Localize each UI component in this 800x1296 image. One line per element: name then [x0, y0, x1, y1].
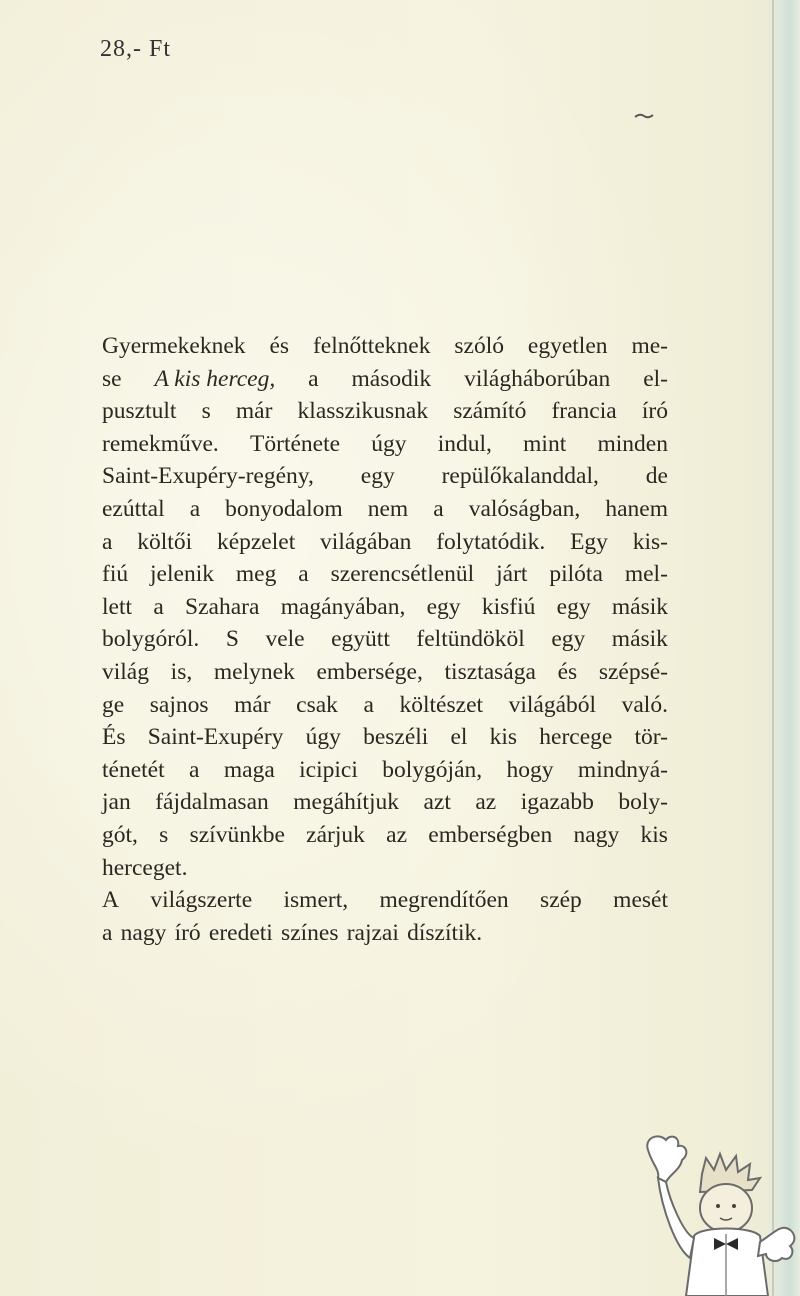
price-label: 28,- Ft [100, 36, 172, 62]
blurb-word: a [189, 495, 201, 522]
blurb-word: kisfiú [481, 593, 536, 620]
blurb-word: a [308, 365, 319, 392]
blurb-line [102, 395, 668, 428]
blurb-line [102, 852, 668, 885]
blurb-word: és [557, 658, 578, 685]
blurb-word: pusztult [102, 398, 177, 425]
blurb-line [102, 786, 668, 819]
blurb-word: szívünkbe [189, 821, 285, 848]
blurb-word: meg [235, 561, 277, 588]
blurb-word: is, [170, 658, 193, 685]
blurb-word: folytatódik. [436, 528, 546, 555]
blurb-word: se [102, 365, 122, 392]
blurb-word: a [102, 919, 113, 946]
blurb-word: herceget. [102, 854, 188, 881]
blurb-word: mesét [613, 887, 668, 914]
blurb-word: az [386, 821, 408, 848]
blurb-word: fájdalmasan [155, 789, 269, 816]
blurb-word: másik [611, 626, 668, 653]
blurb-word: egy [360, 463, 395, 490]
blurb-line [102, 591, 668, 624]
blurb-word: világ [102, 658, 149, 685]
blurb-word: mel- [624, 561, 668, 588]
blurb-word: azt [423, 789, 451, 816]
blurb-word: Története [250, 430, 341, 457]
blurb-word: és [269, 333, 290, 359]
blurb-line [102, 493, 668, 526]
blurb-word: de [645, 463, 668, 490]
blurb-word: bolygóján, [382, 756, 483, 783]
blurb-line [102, 721, 668, 754]
blurb-word: nagy [120, 919, 167, 946]
blurb-word: járt [496, 561, 528, 588]
blurb-word: világában [320, 528, 412, 555]
blurb-word: melynek [213, 658, 295, 685]
blurb-word: a [153, 593, 164, 620]
blurb-word: nem [367, 495, 409, 522]
blurb-line [102, 689, 668, 722]
blurb-word: a [298, 561, 309, 588]
blurb-word: klasszikusnak [297, 398, 429, 425]
blurb-word: maga [223, 756, 275, 783]
blurb-word: zárjuk [306, 821, 365, 848]
blurb-word: És [102, 724, 126, 751]
blurb-line [102, 363, 668, 396]
blurb-word: másik [611, 593, 668, 620]
blurb-word: kis- [632, 528, 668, 555]
blurb-word: embersége, [316, 658, 423, 685]
blurb-word: a [363, 691, 374, 718]
blurb-word: rajzai [346, 919, 399, 946]
blurb-word: együtt [331, 626, 390, 653]
blurb-word: valóságban, [468, 495, 581, 522]
blurb-word: s [159, 821, 169, 848]
blurb-word: el [450, 724, 468, 751]
blurb-word: a [189, 756, 200, 783]
blurb-word: indul, [437, 430, 492, 457]
blurb-word: vele [265, 626, 305, 653]
blurb-word: megáhítjuk [293, 789, 399, 816]
spine-crease [772, 0, 774, 1296]
blurb-word: képzelet [216, 528, 296, 555]
little-prince-illustration-icon [640, 1130, 800, 1296]
blurb-word: díszítik. [407, 919, 483, 946]
blurb-word: a [102, 528, 113, 555]
blurb-word: számító [453, 398, 527, 425]
blurb-word: tisztasága [444, 658, 536, 685]
blurb-word: tör- [634, 724, 668, 751]
blurb-word: egy [556, 593, 591, 620]
blurb-line [102, 558, 668, 591]
blurb-word: francia [551, 398, 617, 425]
blurb-word: a [433, 495, 444, 522]
blurb-word: megrendítően [379, 887, 509, 914]
blurb-word: S [225, 626, 239, 653]
blurb-word: s [201, 398, 211, 425]
blurb-line [102, 884, 668, 917]
blurb-word: mint [523, 430, 567, 457]
blurb-word: sajnos [149, 691, 209, 718]
ink-smudge-icon [634, 112, 654, 120]
blurb-word: ge [102, 691, 125, 718]
blurb-line [102, 623, 668, 656]
blurb-word: repülőkalanddal, [441, 463, 599, 490]
blurb-word: emberségben [428, 821, 553, 848]
blurb-word: való. [621, 691, 668, 718]
blurb-word: minden [597, 430, 668, 457]
blurb-word: Egy [570, 528, 608, 555]
blurb-word: úgy [305, 724, 341, 751]
blurb-word: fiú [102, 561, 129, 588]
blurb-word: pilóta [549, 561, 603, 588]
blurb-line [102, 460, 668, 493]
blurb-word: már [235, 398, 273, 425]
blurb-word: felnőtteknek [312, 333, 431, 359]
blurb-word: második [351, 365, 432, 392]
blurb-word: az [475, 789, 497, 816]
blurb-word: egy [426, 593, 461, 620]
blurb-line [102, 819, 668, 852]
blurb-word: remekműve. [102, 430, 219, 457]
blurb-word: eredeti [208, 919, 273, 946]
blurb-line [102, 526, 668, 559]
blurb-word: hogy [506, 756, 554, 783]
blurb-word: mindnyá- [577, 756, 668, 783]
blurb-word: már [234, 691, 271, 718]
blurb-word: csak [296, 691, 338, 718]
blurb-word: ezúttal [102, 495, 165, 522]
blurb-word: szóló [454, 333, 504, 359]
blurb-line [102, 330, 668, 363]
blurb-word: író [641, 398, 668, 425]
blurb-word: világából [508, 691, 597, 718]
blurb-word: úgy [371, 430, 407, 457]
blurb-word: világszerte [150, 887, 253, 914]
blurb-word: kis [640, 821, 668, 848]
blurb-word: kis [489, 724, 518, 751]
blurb-word: színes [281, 919, 339, 946]
blurb-line [102, 428, 668, 461]
blurb-word: jan [102, 789, 131, 816]
blurb-word: egy [551, 626, 586, 653]
blurb-word: költészet [399, 691, 484, 718]
blurb-word: jelenik [150, 561, 214, 588]
blurb-word: boly- [618, 789, 668, 816]
blurb-word: igazabb [520, 789, 594, 816]
blurb-line [102, 754, 668, 787]
blurb-word: világháborúban [464, 365, 611, 392]
blurb-word: szép [540, 887, 582, 914]
blurb-word: Gyermekeknek [102, 333, 246, 359]
blurb-word: bolygóról. [102, 626, 200, 653]
blurb-word: egyetlen [527, 333, 608, 359]
blurb-word: ismert, [283, 887, 349, 914]
blurb-word: nagy [573, 821, 620, 848]
blurb-word: hanem [605, 495, 668, 522]
blurb-word: költői [137, 528, 193, 555]
blurb-word: szerencsétlenül [330, 561, 475, 588]
blurb-word: hercege [539, 724, 613, 751]
blurb-word: gót, [102, 821, 138, 848]
blurb-word: me- [631, 333, 668, 359]
blurb-word: író [174, 919, 201, 946]
blurb-line [102, 917, 668, 950]
blurb-word: el- [643, 365, 668, 392]
blurb-word: ténetét [102, 756, 165, 783]
blurb-word: Szahara [185, 593, 260, 620]
blurb-word: icipici [299, 756, 358, 783]
blurb-word: lett [102, 593, 133, 620]
blurb-word: A kis herceg, [154, 365, 276, 392]
blurb-word: szépsé- [598, 658, 668, 685]
blurb-word: A [102, 887, 119, 914]
blurb-line [102, 656, 668, 689]
blurb-text [102, 330, 668, 949]
blurb-word: Saint-Exupéry [147, 724, 284, 751]
blurb-word: magányában, [280, 593, 406, 620]
blurb-word: feltündököl [416, 626, 525, 653]
blurb-word: beszéli [363, 724, 429, 751]
blurb-word: Saint-Exupéry-regény, [102, 463, 314, 490]
blurb-word: bonyodalom [225, 495, 343, 522]
